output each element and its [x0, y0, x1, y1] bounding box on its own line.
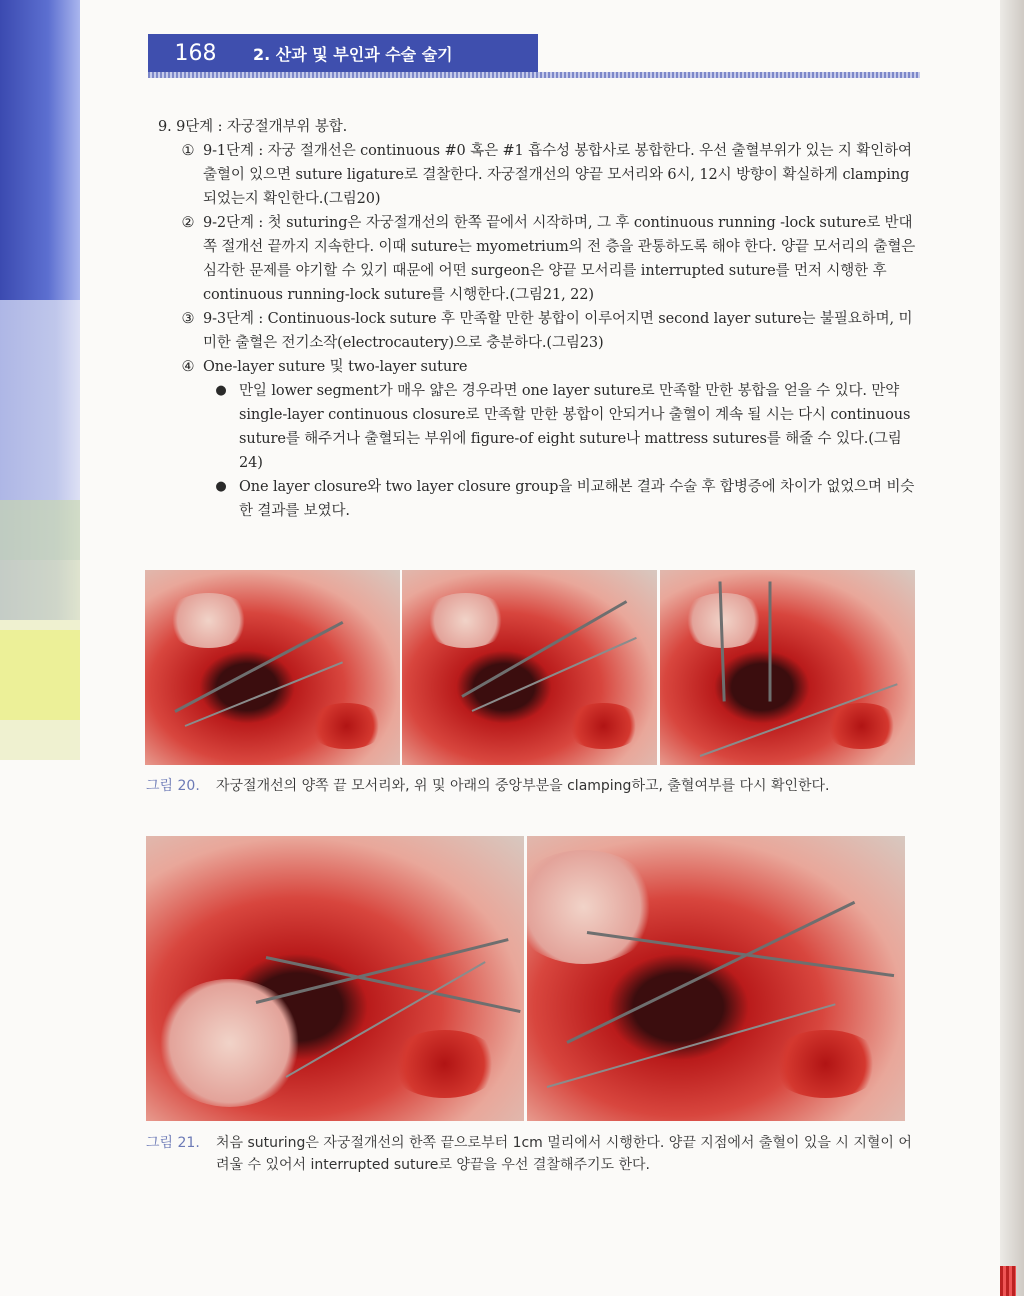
page-edge	[1000, 0, 1024, 1296]
figure20-photo-1	[145, 570, 400, 765]
item-text: 9-2단계 : 첫 suturing은 자궁절개선의 한쪽 끝에서 시작하며, 그 후 continuous running -lock suture로 반대쪽 절개선 끝까지 지속한다. 이때 suture는 myometrium의 전 층을 관통하도록 해야 한다. 양끝 모서리의 출혈은 심각한 문제를 야기할 수 있기 때문에 어떤 surgeon은 양끝 모서리를 interrupted suture를 먼저 시행한 후 continuous running-lock suture를 시행한다.(그림21, 22)	[203, 215, 916, 303]
bullet-item	[203, 475, 918, 523]
figure21-photo-1	[146, 836, 524, 1121]
item-number: ④	[181, 359, 195, 375]
step9-section	[158, 115, 918, 523]
figure20-photo-2	[402, 570, 657, 765]
item-number: ①	[181, 143, 195, 159]
item-number: ②	[181, 215, 195, 231]
figure20-caption-text: 자궁절개선의 양쪽 끝 모서리와, 위 및 아래의 중앙부분을 clamping하고, 출혈여부를 다시 확인한다.	[216, 778, 830, 794]
chapter-title: 2. 산과 및 부인과 수술 술기	[253, 44, 453, 64]
figure20-photo-3	[660, 570, 915, 765]
step-item	[173, 307, 918, 355]
step-item	[173, 355, 918, 379]
page-corner-mark	[1000, 1266, 1016, 1296]
bullet-mark: ●	[215, 383, 227, 398]
figure21-caption-text: 처음 suturing은 자궁절개선의 한쪽 끝으로부터 1cm 멀리에서 시행한다. 양끝 지점에서 출혈이 있을 시 지혈이 어려울 수 있어서 interrupted suture로 양끝을 우선 결찰해주기도 한다.	[216, 1135, 912, 1173]
figure20-caption	[146, 775, 916, 797]
item-text: 9-3단계 : Continuous-lock suture 후 만족할 만한 봉합이 이루어지면 second layer suture는 불필요하며, 미미한 출혈은 전기소작(electrocautery)으로 충분하다.(그림23)	[203, 311, 913, 351]
color-tab-green	[0, 500, 80, 560]
item-text: 9-1단계 : 자궁 절개선은 continuous #0 혹은 #1 흡수성 봉합사로 봉합한다. 우선 출혈부위가 있는 지 확인하여 출혈이 있으면 suture ligature로 결찰한다. 자궁절개선의 양끝 모서리와 6시, 12시 방향이 확실하게 clamping되었는지 확인한다.(그림20)	[203, 143, 912, 207]
item-number: ③	[181, 311, 195, 327]
step9-title: 9. 9단계 : 자궁절개부위 봉합.	[158, 119, 348, 135]
figure21-photo-2	[527, 836, 905, 1121]
item-text: One-layer suture 및 two-layer suture	[203, 359, 468, 375]
figure21-caption	[146, 1132, 916, 1176]
figure21-label: 그림 21.	[146, 1135, 200, 1151]
bullet-item	[203, 379, 918, 475]
bullet-text: One layer closure와 two layer closure group을 비교해본 결과 수술 후 합병증에 차이가 없었으며 비슷한 결과를 보였다.	[239, 479, 915, 519]
step-item	[173, 211, 918, 307]
page-number: 168	[174, 40, 217, 66]
bullet-mark: ●	[215, 479, 227, 494]
bullet-text: 만일 lower segment가 매우 얇은 경우라면 one layer suture로 만족할 만한 봉합을 얻을 수 있다. 만약 single-layer continuous closure로 만족할 만한 봉합이 안되거나 출혈이 계속 될 시는 다시 continuous suture를 해주거나 출혈되는 부위에 figure-of eight suture나 mattress sutures를 해줄 수 있다.(그림24)	[239, 383, 911, 471]
color-tab-blue	[0, 0, 80, 300]
figure20-label: 그림 20.	[146, 778, 200, 794]
color-tab-yellow	[0, 630, 80, 720]
step-item	[173, 139, 918, 211]
header-rule	[148, 72, 920, 78]
page-header	[148, 34, 538, 72]
